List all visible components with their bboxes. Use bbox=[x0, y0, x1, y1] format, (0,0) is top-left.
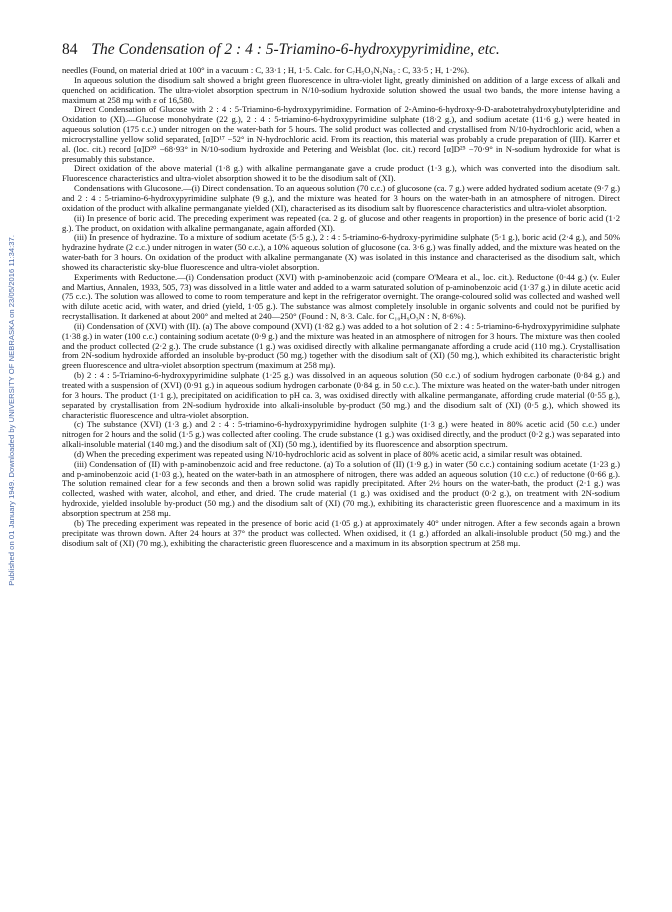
paragraph: Direct oxidation of the above material (1·8 g.) with alkaline permanganate gave a crude product (1·3 g.), which was converted into the disodium salt. Fluorescence characteristics and ultra-violet absorption showed it to be the disodium salt of (XI). bbox=[62, 163, 620, 184]
running-header bbox=[62, 41, 622, 59]
page-number: 84 bbox=[62, 41, 78, 58]
paragraph: (iii) Condensation of (II) with p-aminobenzoic acid and free reductone. (a) To a solution of (II) (1·9 g.) in water (50 c.c.) containing sodium acetate (1·23 g.) and p-aminobenzoic acid (1·03 g.), heated on the water-bath in an atmosphere of nitrogen, there was added an aqueous solution (10 c.c.) of reductone (0·66 g.). The solution remained clear for a few seconds and then a brown solid was rapidly precipitated. After 2½ hours on the water-bath, the product (2·1 g.) was collected, washed with water, alcohol, and ether, and dried. The crude material (1 g.) was oxidised and the product (0·2 g.), on treatment with 2N-sodium hydroxide, yielded insoluble by-product (50 mg.) and the disodium salt of (XI) (70 mg.), exhibiting its characteristic green fluorescence and a maximum in its absorption spectrum at 258 mμ. bbox=[62, 458, 620, 518]
paragraph: (b) The preceding experiment was repeated in the presence of boric acid (1·05 g.) at approximately 40° under nitrogen. After a few seconds again a brown precipitate was thrown down. After 24 hours at 37° the product was collected. When oxidised, it (1 g.) afforded an alkali-insoluble product (50 mg.) and the disodium salt of (XI) (70 mg.), exhibiting the characteristic green fluorescence and a maximum in its absorption spectrum at 258 mμ. bbox=[62, 517, 620, 548]
paragraph: (d) When the preceding experiment was repeated using N/10-hydrochloric acid as solvent in place of 80% acetic acid, a similar result was obtained. bbox=[74, 448, 583, 459]
paragraph: (ii) In presence of boric acid. The preceding experiment was repeated (ca. 2 g. of glucose and other reagents in proportion) in the presence of boric acid (1·2 g.). The product, on oxidation with alkaline permanganate, again afforded (XI). bbox=[62, 212, 620, 233]
paragraph: (b) 2 : 4 : 5-Triamino-6-hydroxypyrimidine sulphate (1·25 g.) was dissolved in an aqueous solution (50 c.c.) of sodium hydrogen carbonate (0·84 g.) and treated with a suspension of (XVI) (0·91 g.) in aqueous sodium hydrogen carbonate (0·84 g. in 50 c.c.). The mixture was heated on the water-bath under nitrogen for 3 hours. The product (1·1 g.), precipitated on acidification to pH ca. 3, was oxidised directly with alkaline permanganate, affording crude material (0·55 g.), separated by crystallisation from 2N-sodium hydroxide into alkali-insoluble by-product (50 mg.) and the disodium salt of (XI) (0·5 g.), which showed its characteristic fluorescence and ultra-violet absorption. bbox=[62, 370, 620, 420]
provenance-text: Published on 01 January 1949. Downloaded by UNIVERSITY OF NEBRASKA on 23/05/2016 11:34:37. bbox=[6, 234, 16, 586]
running-title: The Condensation of 2 : 4 : 5-Triamino-6-hydroxypyrimidine, etc. bbox=[91, 41, 500, 58]
paragraph: (c) The substance (XVI) (1·3 g.) and 2 : 4 : 5-triamino-6-hydroxypyrimidine hydrogen sulphite (1·3 g.) were heated in 80% acetic acid (50 c.c.) under nitrogen for 2 hours and the solid (1·5 g.) was collected after cooling. The crude substance (1 g.) was oxidised directly, and the product (0·2 g.) was separated into alkali-insoluble material (140 mg.) and the disodium salt of (XI) (50 mg.), identified by its fluorescence and absorption spectrum. bbox=[62, 419, 620, 450]
paragraph: In aqueous solution the disodium salt showed a bright green fluorescence in ultra-violet light, greatly diminished on addition of a large excess of alkali and quenched on acidification. The ultra-violet absorption spectrum in N/10-sodium hydroxide solution showed the usual two bands, the more intense having a maximum at 258 mμ with ε of 16,580. bbox=[62, 74, 620, 105]
paragraph: needles (Found, on material dried at 100° in a vacuum : C, 33·1 ; H, 1·5. Calc. for C₇H₅O₃N₅Na₂ : C, 33·5 ; H, 1·2%). bbox=[62, 65, 469, 75]
download-provenance-note bbox=[2, 120, 20, 700]
paragraph: Direct Condensation of Glucose with 2 : 4 : 5-Triamino-6-hydroxypyrimidine. Formation of 2-Amino-6-hydroxy-9-D-arabotetrahydroxybutylpteridine and Oxidation to (XI).—Glucose monohydrate (22 g.), 2 : 4 : 5-triamino-6-hydroxypyrimidine sulphate (18·2 g.), and sodium acetate (11·6 g.) were heated in aqueous solution (175 c.c.) under nitrogen on the water-bath for 5 hours. The solid product was collected and crystallised from N/10-hydrochloric acid, when a microcrystalline yellow solid separated, [α]D¹⁷ −52° in N-hydrochloric acid. From its reaction, this material was probably a crude preparation of (III). Karrer et al. (loc. cit.) record [α]D²⁰ −68·93° in N/10-sodium hydroxide and Petering and Weisblat (loc. cit.) record [α]D²⁵ −70·9° in N-sodium hydroxide for what is presumably this substance. bbox=[62, 104, 620, 164]
paragraph: (iii) In presence of hydrazine. To a mixture of sodium acetate (5·5 g.), 2 : 4 : 5-triamino-6-hydroxy-pyrimidine sulphate (5·1 g.), boric acid (2·4 g.), and 50% hydrazine hydrate (2 c.c.) under nitrogen in water (50 c.c.), a 10% aqueous solution of glucosone (ca. 3·6 g.) was finally added, and the mixture was heated on the water-bath for 3 hours. On oxidation of the product with alkaline permanganate (X) was isolated in this instance and characterised as the disodium salt, which showed its characteristic sky-blue fluorescence and ultra-violet absorption. bbox=[62, 232, 620, 272]
article-body bbox=[62, 66, 620, 548]
paragraph: (ii) Condensation of (XVI) with (II). (a) The above compound (XVI) (1·82 g.) was added to a hot solution of 2 : 4 : 5-triamino-6-hydroxypyrimidine sulphate (1·38 g.) in water (100 c.c.) containing sodium acetate (0·9 g.) and the mixture was heated in an atmosphere of nitrogen for 3 hours. The mixture was then cooled and the product collected (2·2 g.). The crude substance (1 g.) was oxidised directly with alkaline permanganate affording a crude acid (110 mg.). Crystallisation from 2N-sodium hydroxide afforded an insoluble by-product (50 mg.) together with the disodium salt of (XI) (50 mg.), which exhibited its characteristic bright green fluorescence and ultra-violet absorption spectrum (maximum at 258 mμ). bbox=[62, 320, 620, 371]
paragraph: Condensations with Glucosone.—(i) Direct condensation. To an aqueous solution (70 c.c.) of glucosone (ca. 7 g.) were added hydrated sodium acetate (9·7 g.) and 2 : 4 : 5-triamino-6-hydroxypyrimidine sulphate (9 g.), and the mixture was heated for 3 hours on the water-bath in an atmosphere of nitrogen. Direct oxidation of the product with alkaline permanganate yielded (XI), characterised as its disodium salt by fluorescence characteristics and ultra-violet absorption. bbox=[62, 183, 620, 213]
paragraph: Experiments with Reductone.—(i) Condensation product (XVI) with p-aminobenzoic acid (compare O'Meara et al., loc. cit.). Reductone (0·44 g.) (v. Euler and Martius, Annalen, 1933, 505, 73) was dissolved in a little water and added to a warm saturated solution of p-aminobenzoic acid (1·37 g.) in dilute acetic acid (75 c.c.). The solution was allowed to come to room temperature and kept in the refrigerator overnight. The orange-coloured solid was collected and washed well with dilute acetic acid, with water, and dried (yield, 1·05 g.). The substance was almost completely insoluble in organic solvents and could not be purified by recrystallisation. It darkened at about 200° and melted at 240—250° (Found : N, 8·3. Calc. for C₁₀H₉O₃N : N, 8·6%). bbox=[62, 271, 620, 322]
